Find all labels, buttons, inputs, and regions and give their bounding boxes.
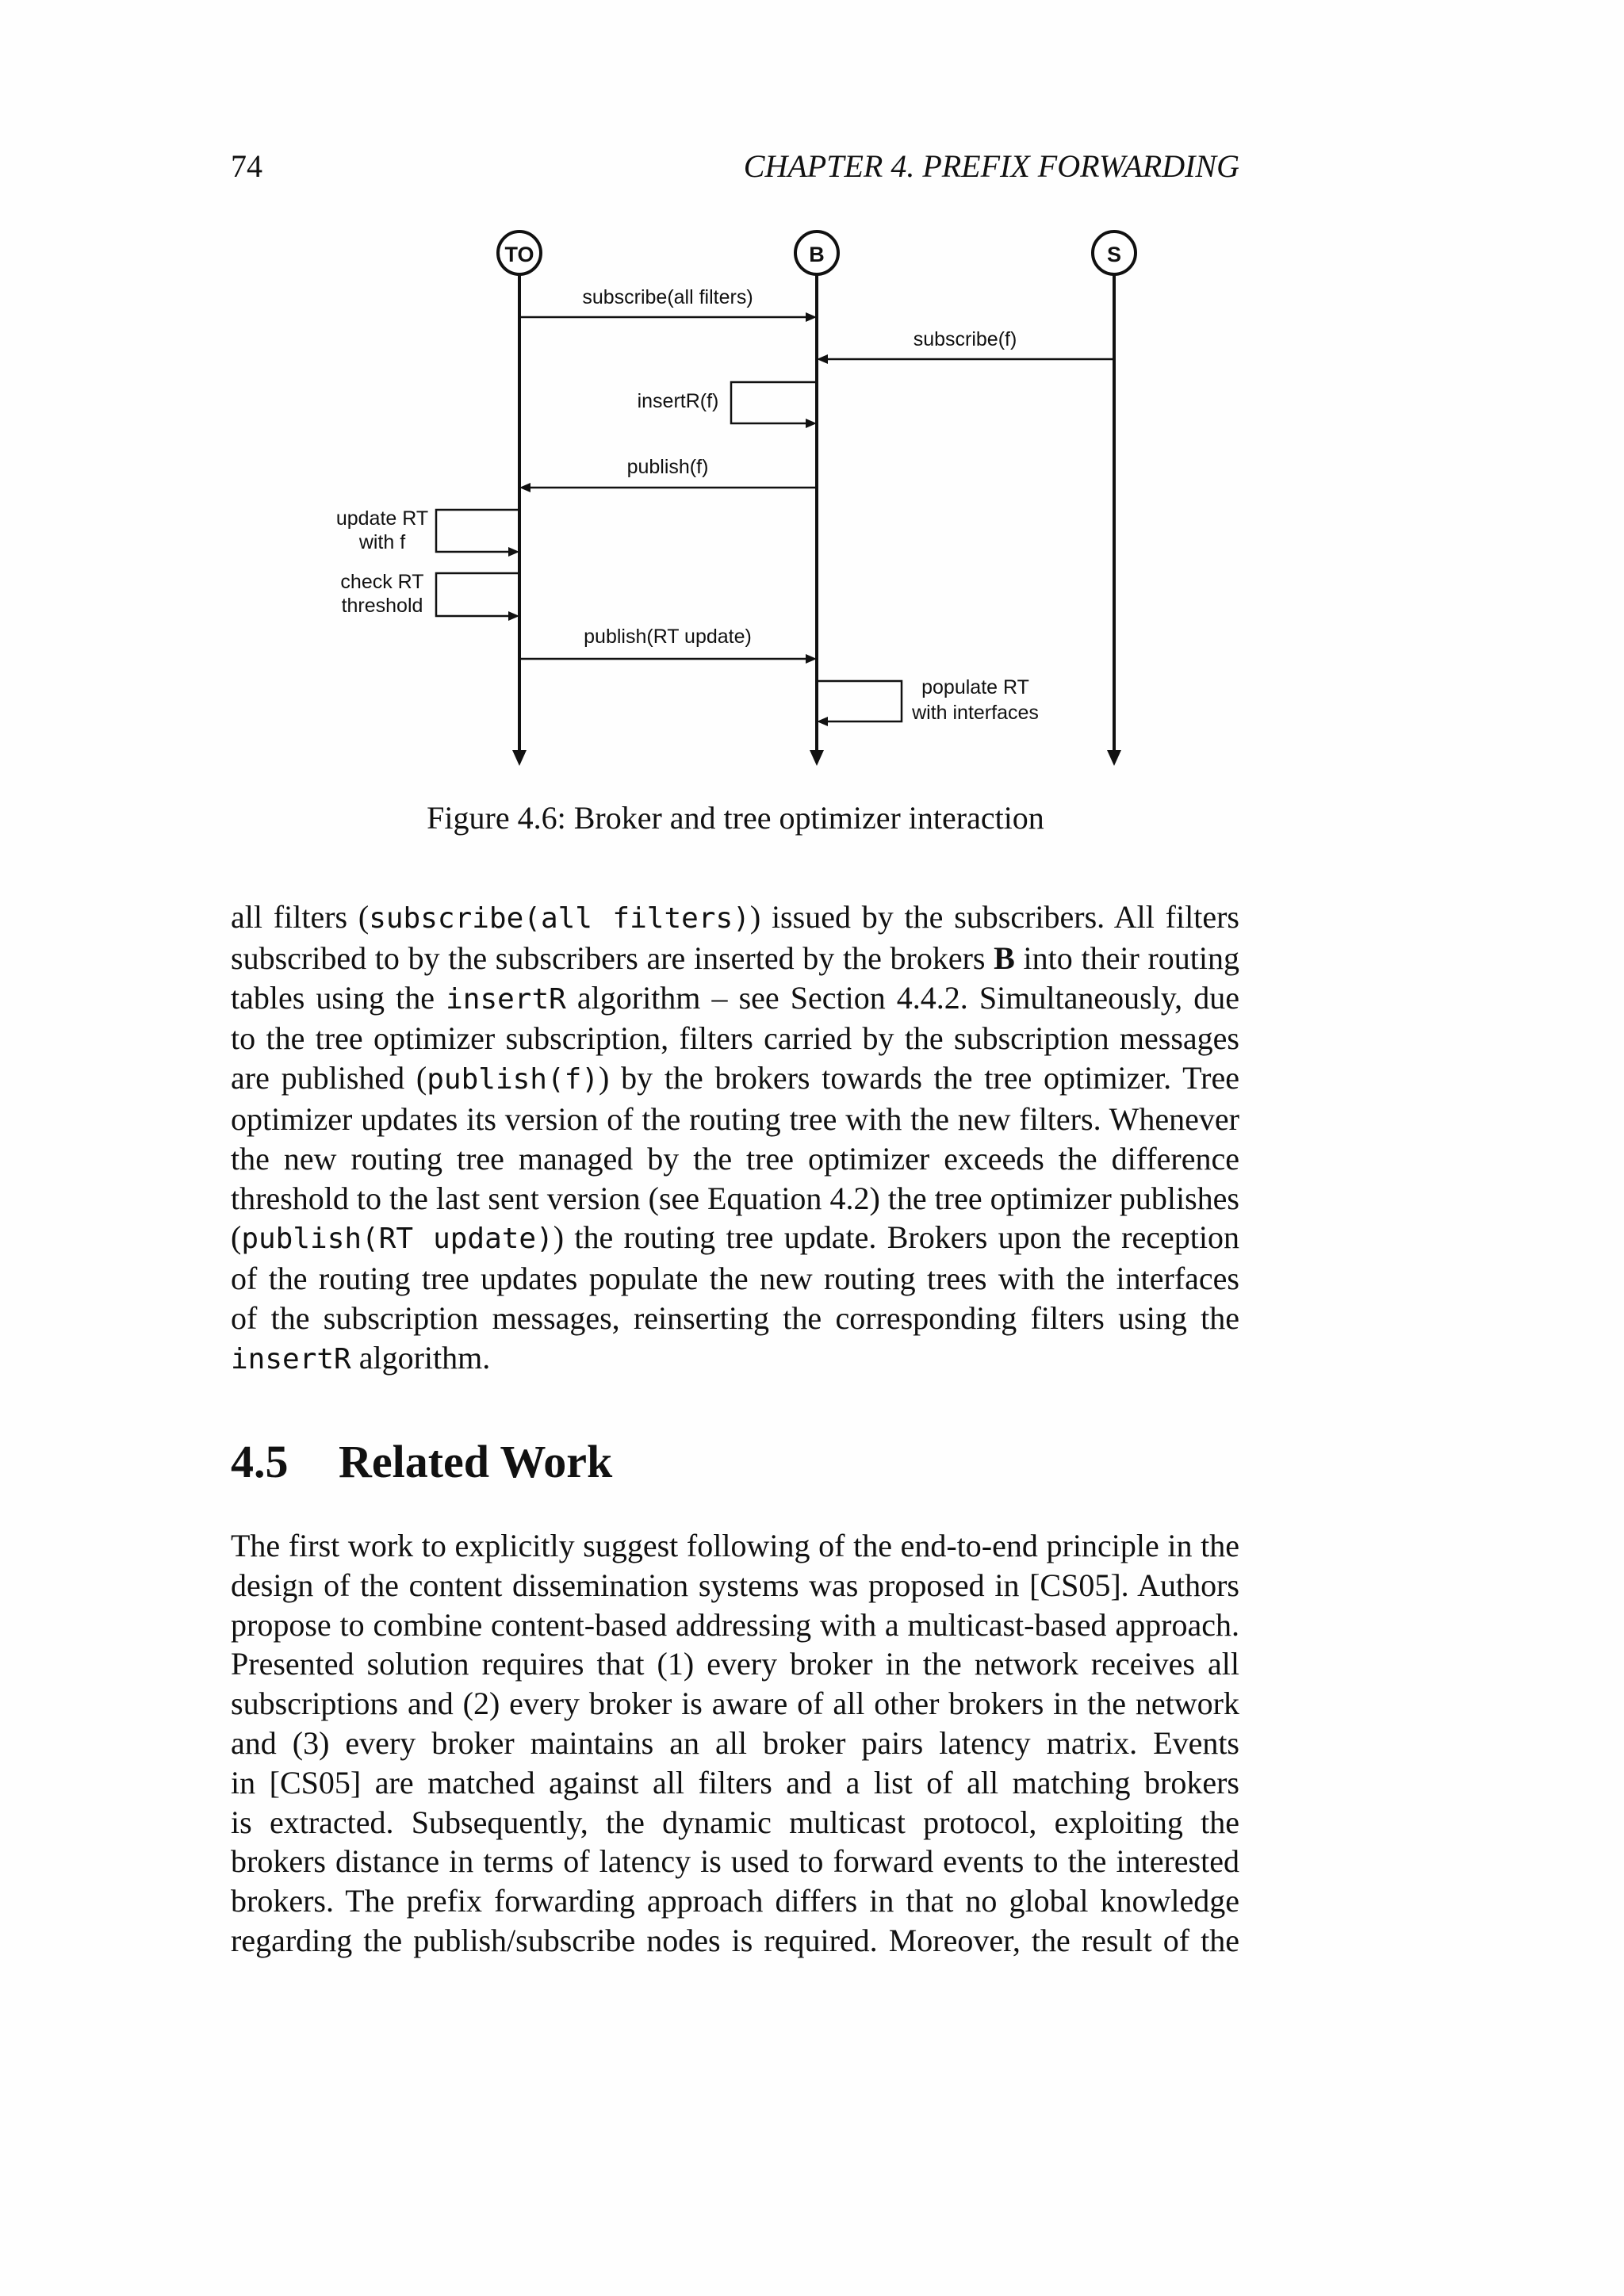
lifeline-b-arrowhead: [810, 750, 824, 766]
msg-populate-rt-label-1: populate RT: [921, 676, 1029, 698]
p1-line-8: threshold to the last sent version (see Equation 4.2) the tree optimizer publishes: [231, 1180, 1239, 1216]
msg-populate-rt-label-2: with interfaces: [912, 702, 1039, 724]
chapter-header: CHAPTER 4. PREFIX FORWARDING: [743, 148, 1239, 184]
p1-line-5: are published (publish(f)) by the brokers towards the tree optimizer. Tree: [231, 1060, 1239, 1096]
p2-line-10: brokers. The prefix forwarding approach differs in that no global knowledge: [231, 1883, 1239, 1919]
msg-publish-rt-label: publish(RT update): [584, 626, 752, 648]
msg-populate-rt-self: [817, 676, 1039, 726]
p2-line-7: in [CS05] are matched against all filters and a list of all matching brokers: [231, 1764, 1239, 1800]
sequence-diagram: [317, 214, 1269, 785]
p2-line-2: design of the content dissemination systems was proposed in [CS05]. Authors: [231, 1567, 1239, 1603]
section-number: 4.5: [231, 1436, 289, 1487]
msg-update-rt-self: [336, 507, 519, 557]
msg-check-rt-self: [340, 571, 519, 621]
msg-check-rt-label-2: threshold: [341, 595, 423, 617]
paragraph-2: [231, 1526, 1239, 1961]
participant-s: [1093, 232, 1136, 274]
msg-subscribe-f-label: subscribe(f): [913, 328, 1017, 350]
msg-update-rt-label-1: update RT: [335, 507, 429, 530]
p2-line-6: and (3) every broker maintains an all broker pairs latency matrix. Events: [231, 1724, 1239, 1761]
p1-line-2: subscribed to by the subscribers are inserted by the brokers B into their routing: [231, 939, 1239, 976]
msg-publish-rt-update: [519, 626, 817, 664]
p1-line-6: optimizer updates its version of the routing tree with the new filters. Whenever: [231, 1100, 1239, 1137]
p2-line-5: subscriptions and (2) every broker is aware of all other brokers in the network: [231, 1686, 1239, 1722]
page-number: 74: [231, 148, 262, 184]
msg-insertr-self: [638, 382, 817, 428]
p1-line-10: of the routing tree updates populate the new routing trees with the interfaces: [231, 1261, 1239, 1297]
msg-publish-f-label: publish(f): [626, 456, 709, 478]
p1-line-12: insertR algorithm.: [231, 1339, 491, 1376]
p2-line-3: propose to combine content-based addressing with a multicast-based approach.: [231, 1606, 1239, 1643]
p2-line-4: Presented solution requires that (1) every broker in the network receives all: [231, 1646, 1239, 1682]
msg-subscribe-all-filters: [519, 286, 817, 322]
p2-line-9: brokers distance in terms of latency is used to forward events to the interested: [231, 1843, 1239, 1880]
p2-line-8: is extracted. Subsequently, the dynamic multicast protocol, exploiting the: [231, 1804, 1239, 1840]
p2-line-1: The first work to explicitly suggest following of the end-to-end principle in the: [231, 1528, 1239, 1563]
paragraph-1: [231, 897, 1239, 1380]
participant-to-label: TO: [504, 243, 534, 266]
lifeline-s-arrowhead: [1107, 750, 1121, 766]
msg-insertr-label: insertR(f): [637, 390, 719, 412]
participant-b-label: B: [809, 243, 825, 266]
msg-subscribe-all-label: subscribe(all filters): [582, 286, 753, 308]
msg-update-rt-label-2: with f: [358, 531, 406, 553]
bold-b: B: [994, 939, 1015, 976]
inline-code: publish(RT update): [241, 1223, 553, 1256]
msg-subscribe-f: [817, 328, 1114, 364]
p1-line-4: to the tree optimizer subscription, filters carried by the subscription messages: [231, 1020, 1239, 1057]
p1-line-7: the new routing tree managed by the tree optimizer exceeds the difference: [231, 1140, 1239, 1177]
msg-publish-f: [519, 456, 817, 492]
p1-line-11: of the subscription messages, reinserting the corresponding filters using the: [231, 1299, 1239, 1336]
sequence-diagram-svg: [317, 214, 1269, 785]
msg-check-rt-label-1: check RT: [340, 571, 424, 593]
inline-code: insertR: [231, 1342, 351, 1376]
p1-line-1: all filters (subscribe(all filters)) issued by the subscribers. All filters: [231, 899, 1239, 935]
p1-line-9: (publish(RT update)) the routing tree update. Brokers upon the reception: [231, 1219, 1239, 1256]
participant-b: [795, 232, 838, 274]
section-title-text: Related Work: [339, 1436, 613, 1487]
p1-line-3: tables using the insertR algorithm – see Section 4.4.2. Simultaneously, due: [231, 979, 1239, 1016]
inline-code: subscribe(all filters): [369, 902, 750, 935]
participant-s-label: S: [1106, 243, 1122, 266]
participant-to: [498, 232, 541, 274]
inline-code: publish(f): [427, 1063, 599, 1096]
p2-line-11: regarding the publish/subscribe nodes is required. Moreover, the result of the: [231, 1922, 1239, 1958]
lifeline-to-arrowhead: [512, 750, 527, 766]
figure-caption: Figure 4.6: Broker and tree optimizer interaction: [427, 800, 1044, 836]
section-heading: [231, 1435, 612, 1488]
inline-code: insertR: [446, 982, 566, 1016]
